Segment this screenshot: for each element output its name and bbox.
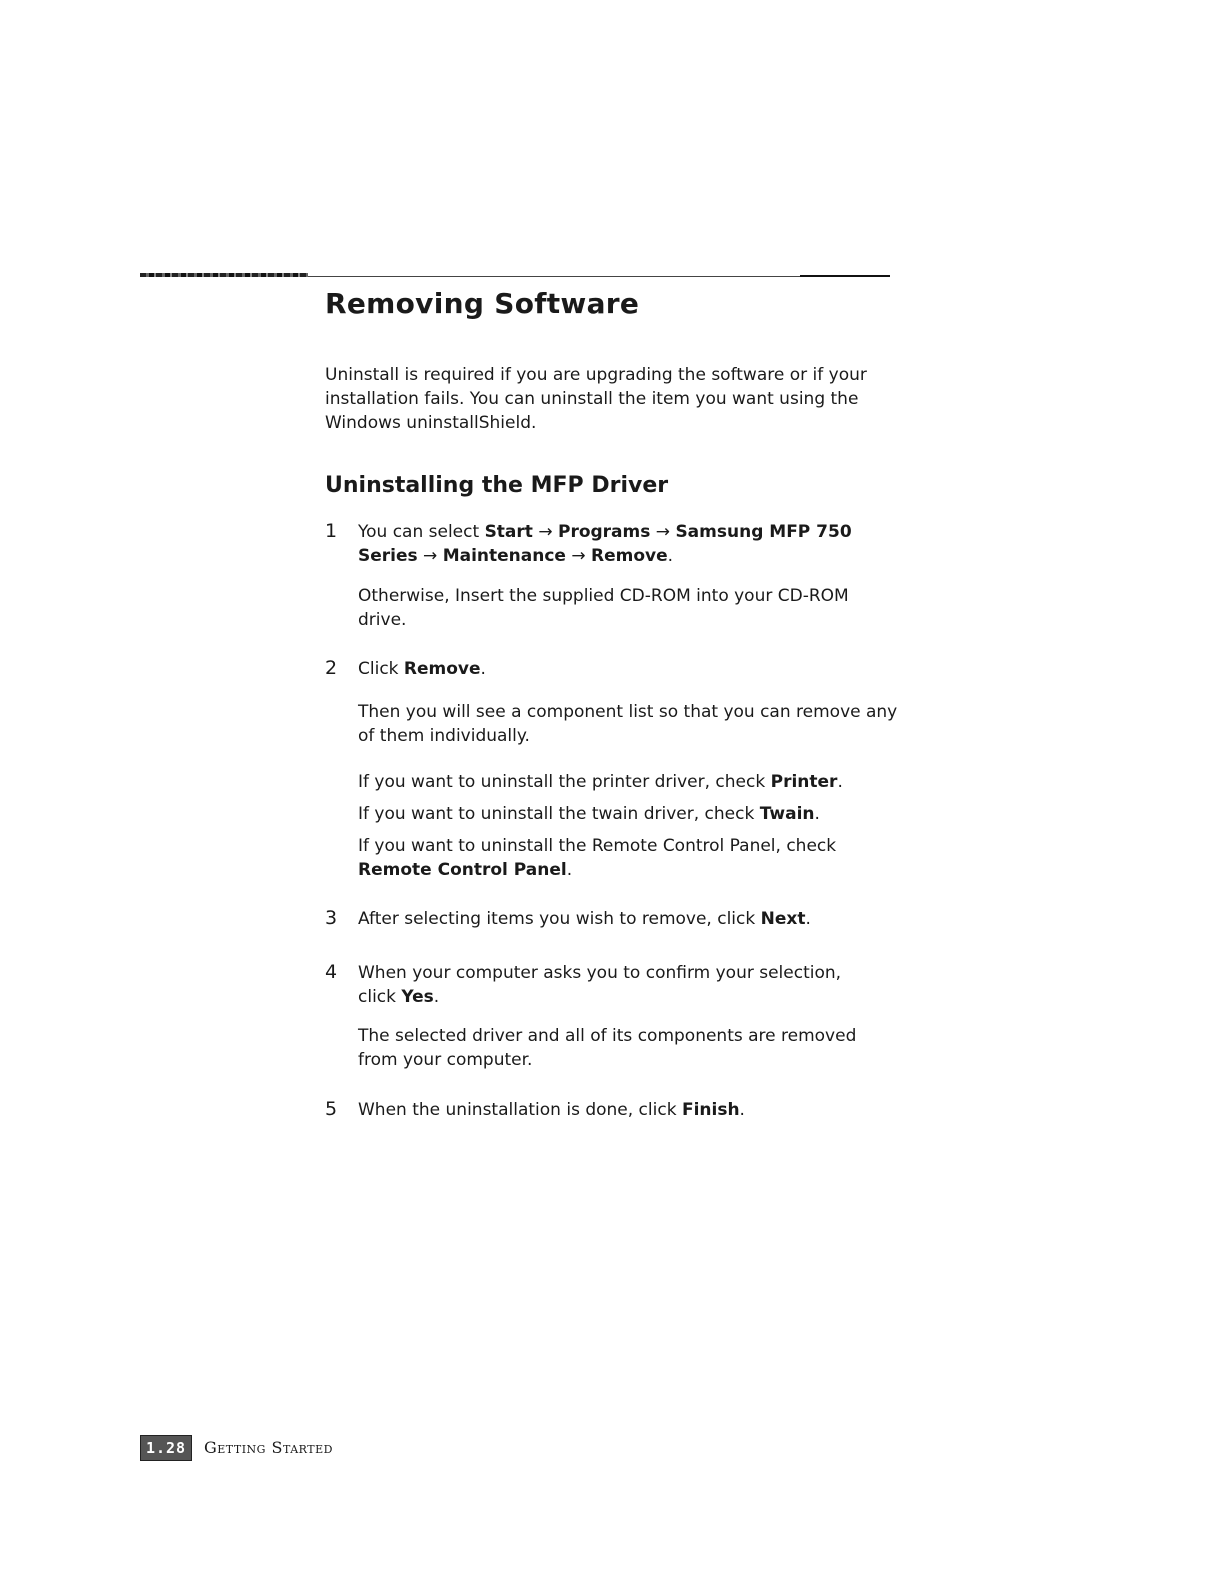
twain-label: Twain [759, 804, 815, 824]
rcp-end: . [566, 860, 573, 880]
step-4-yes: Yes [401, 987, 434, 1007]
footer-section-title: Getting Started [204, 1438, 333, 1457]
step-number-1: 1 [325, 520, 338, 542]
step-2-remove: Remove [403, 659, 481, 679]
step-2-end: . [480, 659, 486, 679]
step-4-note: The selected driver and all of its components are removed from your computer. [358, 1026, 857, 1070]
rcp-label: Remote Control Panel [358, 860, 567, 880]
page-title: Removing Software [325, 287, 640, 320]
step-1-start: Start [484, 522, 533, 542]
step-2-twain [358, 802, 898, 826]
twain-end: . [814, 804, 820, 824]
step-3-text [358, 907, 898, 931]
step-1-maintenance: Maintenance [442, 546, 566, 566]
rcp-text: If you want to uninstall the Remote Control Panel, check [358, 836, 837, 856]
step-1-programs: Programs [557, 522, 651, 542]
step-3-text-a: After selecting items you wish to remove, click [358, 909, 761, 929]
step-1-text-a: You can select [358, 522, 485, 542]
step-1-end: . [667, 546, 674, 566]
step-3-next: Next [760, 909, 806, 929]
step-1-text [358, 520, 888, 568]
arrow-icon: → [417, 546, 443, 566]
arrow-icon: → [650, 522, 676, 542]
step-2-text [358, 657, 898, 681]
step-5-text-a: When the uninstallation is done, click [358, 1100, 682, 1120]
step-4-text-a: When your computer asks you to confirm your selection, click [358, 963, 842, 1007]
step-2-note: Then you will see a component list so that you can remove any of them individually. [358, 702, 898, 746]
printer-text: If you want to uninstall the printer driver, check [358, 772, 771, 792]
header-rule-pattern [140, 273, 308, 277]
step-number-5: 5 [325, 1098, 338, 1120]
arrow-icon: → [532, 522, 558, 542]
step-number-2: 2 [325, 657, 338, 679]
page-number-badge [140, 1435, 192, 1461]
step-5-text [358, 1098, 898, 1122]
step-2-text-a: Click [358, 659, 404, 679]
step-4-text [358, 961, 878, 1009]
step-5-end: . [739, 1100, 745, 1120]
step-number-4: 4 [325, 961, 338, 983]
step-2-printer [358, 770, 898, 794]
step-number-3: 3 [325, 907, 338, 929]
step-3-end: . [805, 909, 811, 929]
twain-text: If you want to uninstall the twain driver, check [358, 804, 760, 824]
intro-paragraph: Uninstall is required if you are upgrading the software or if your installation fails. You can uninstall the item you want using the Windows uninstallShield. [325, 365, 867, 433]
step-5-finish: Finish [681, 1100, 740, 1120]
step-1-note: Otherwise, Insert the supplied CD-ROM into your CD-ROM drive. [358, 586, 849, 630]
printer-label: Printer [770, 772, 838, 792]
arrow-icon: → [565, 546, 592, 566]
step-2-rcp [358, 834, 878, 882]
step-4-end: . [433, 987, 440, 1007]
page-number: 1.28 [145, 1439, 187, 1457]
section-title: Uninstalling the MFP Driver [325, 473, 669, 498]
header-rule-end [800, 275, 890, 277]
step-1-samsung: Samsung MFP 750 Series [358, 522, 852, 566]
step-1-remove: Remove [591, 546, 668, 566]
printer-end: . [837, 772, 843, 792]
